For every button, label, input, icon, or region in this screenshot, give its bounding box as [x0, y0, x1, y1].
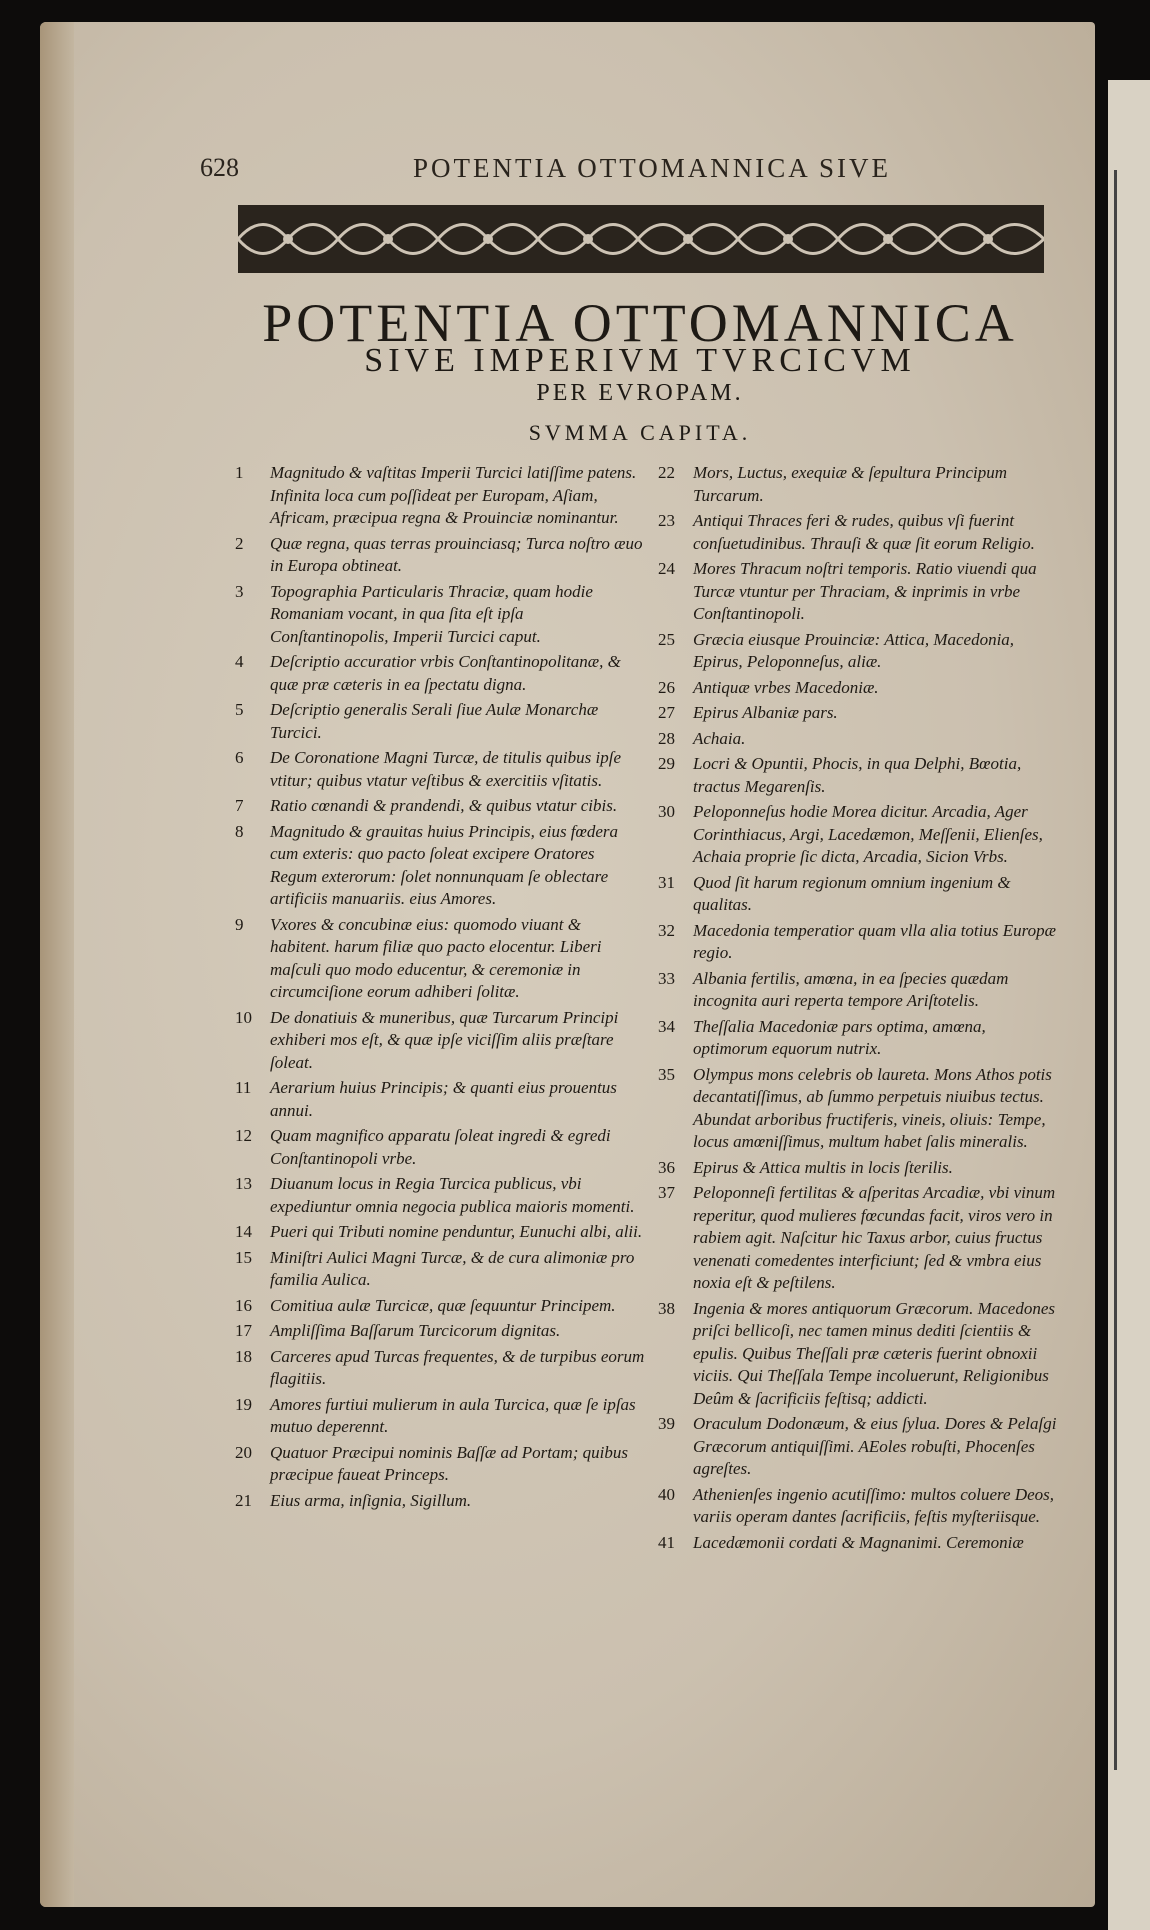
- chapter-entry: [235, 581, 645, 649]
- chapter-number: 23: [658, 511, 675, 530]
- chapter-text: Quod ſit harum regionum omnium ingenium & qualitas.: [693, 872, 1011, 914]
- chapter-entry: [235, 1125, 645, 1170]
- chapter-number: 7: [235, 796, 244, 815]
- chapter-text: Magnitudo & grauitas huius Principis, eius fœdera cum exteris: quo pacto ſoleat excipere Oratores Regum exterorum: ſolet nonnunquam ſe oblectare artificiis manuariis. eius Amores.: [270, 821, 619, 908]
- chapter-list-right: [658, 462, 1058, 1557]
- chapter-text: Achaia.: [693, 728, 746, 748]
- chapter-list-left: [235, 462, 645, 1515]
- chapter-number: 27: [658, 703, 675, 722]
- chapter-text: Deſcriptio accuratior vrbis Conſtantinopolitanæ, & quæ præ cæteris in ea ſpectatu digna.: [270, 652, 621, 694]
- chapter-entry: [658, 1064, 1058, 1154]
- chapter-number: 5: [235, 700, 244, 719]
- chapter-text: Mores Thracum noſtri temporis. Ratio viuendi qua Turcæ vtuntur per Thraciam, & inprimis in vrbe Conſtantinopoli.: [693, 559, 1037, 623]
- page-number: 628: [200, 153, 239, 182]
- chapter-entry: [658, 1532, 1058, 1555]
- chapter-number: 4: [235, 652, 244, 671]
- chapter-text: Oraculum Dodonæum, & eius ſylua. Dores & Pelaſgi Græcorum antiquiſſimi. AEoles robuſti, Phocenſes agreſtes.: [693, 1414, 1057, 1478]
- chapter-text: Theſſalia Macedoniæ pars optima, amœna, optimorum equorum nutrix.: [693, 1016, 986, 1058]
- chapter-number: 37: [658, 1183, 675, 1202]
- chapter-number: 8: [235, 821, 244, 841]
- chapter-number: 38: [658, 1298, 675, 1318]
- chapter-text: Ampliſſima Baſſarum Turcicorum dignitas.: [270, 1321, 561, 1340]
- chapter-number: 34: [658, 1016, 675, 1036]
- chapter-text: Comitiua aulæ Turcicæ, quæ ſequuntur Principem.: [270, 1295, 616, 1315]
- chapter-entry: [235, 1394, 645, 1439]
- chapter-number: 26: [658, 677, 675, 697]
- chapter-text: Carceres apud Turcas frequentes, & de turpibus eorum flagitiis.: [270, 1346, 645, 1388]
- chapter-number: 10: [235, 1007, 252, 1027]
- page-gutter: [40, 22, 74, 1907]
- chapter-text: De donatiuis & muneribus, quæ Turcarum Principi exhiberi mos eſt, & quæ ipſe viciſſim aliis præſtare ſoleat.: [270, 1007, 619, 1072]
- title-line-2: SIVE IMPERIVM TVRCICVM: [364, 342, 916, 379]
- decorative-headpiece: [238, 205, 1044, 273]
- chapter-entry: [235, 914, 645, 1004]
- chapter-text: Peloponneſus hodie Morea dicitur. Arcadia, Ager Corinthiacus, Argi, Lacedæmon, Meſſenii, Elienſes, Achaia proprie ſic dicta, Arcadia, Sicion Vrbs.: [693, 802, 1043, 866]
- chapter-entry: [658, 872, 1058, 917]
- chapter-number: 15: [235, 1247, 252, 1267]
- running-head-title: POTENTIA OTTOMANNICA SIVE: [413, 153, 891, 183]
- chapter-number: 33: [658, 968, 675, 988]
- chapter-entry: [235, 1442, 645, 1487]
- chapter-number: 36: [658, 1157, 675, 1177]
- chapter-number: 41: [658, 1532, 675, 1552]
- chapter-text: Epirus & Attica multis in locis ſterilis.: [693, 1157, 953, 1177]
- chapter-number: 12: [235, 1126, 252, 1145]
- chapter-number: 18: [235, 1346, 252, 1366]
- chapter-text: Athenienſes ingenio acutiſſimo: multos coluere Deos, variis operam dantes ſacrificiis, feſtis myſteriisque.: [693, 1484, 1055, 1526]
- chapter-text: Olympus mons celebris ob laureta. Mons Athos potis decantatiſſimus, ab ſummo perpetuis niuibus tectus. Abundat arboribus fructiferis, vineis, oliuis: Tempe, locus amœniſſimus, multum habet ſalis mineralis.: [693, 1064, 1052, 1151]
- chapter-number: 40: [658, 1484, 675, 1504]
- chapter-entry: [658, 677, 1058, 700]
- chapter-text: Antiquæ vrbes Macedoniæ.: [693, 677, 879, 697]
- chapter-entry: [658, 801, 1058, 869]
- chapter-number: 14: [235, 1222, 252, 1241]
- chapter-text: Ingenia & mores antiquorum Græcorum. Macedones priſci bellicoſi, nec tamen minus dediti ſcientiis & epulis. Quibus Theſſali præ cæteris fuerint obnoxii viciis. Qui Theſſala Tempe incoluerunt, Religionibus Deûm & ſacrificiis feſtisq; addicti.: [693, 1298, 1055, 1408]
- chapter-text: Vxores & concubinæ eius: quomodo viuant & habitent. harum filiæ quo pacto elocentur. Liberi maſculi quo modo educentur, & ceremoniæ in circumciſione eorum adhiberi ſolitæ.: [270, 914, 602, 1001]
- chapter-entry: [658, 702, 1058, 725]
- chapter-text: De Coronatione Magni Turcæ, de titulis quibus ipſe vtitur; quibus vtatur veſtibus & exercitiis vſitatis.: [270, 748, 622, 790]
- chapter-text: Miniſtri Aulici Magni Turcæ, & de cura alimoniæ pro familia Aulica.: [270, 1247, 635, 1289]
- chapter-number: 13: [235, 1174, 252, 1193]
- chapter-number: 39: [658, 1414, 675, 1433]
- adjacent-page-edge: [1108, 80, 1150, 1930]
- chapter-number: 1: [235, 463, 244, 482]
- title-line-1: POTENTIA OTTOMANNICA: [262, 293, 1018, 353]
- section-heading: SVMMA CAPITA.: [528, 420, 752, 445]
- chapter-text: Græcia eiusque Prouinciæ: Attica, Macedonia, Epirus, Peloponneſus, aliæ.: [693, 629, 1015, 671]
- chapter-number: 32: [658, 920, 675, 940]
- chapter-entry: [658, 1157, 1058, 1180]
- chapter-text: Quam magnifico apparatu ſoleat ingredi & egredi Conſtantinopoli vrbe.: [270, 1126, 611, 1168]
- title-line-3: PER EVROPAM.: [536, 380, 744, 406]
- chapter-number: 35: [658, 1064, 675, 1084]
- chapter-number: 19: [235, 1394, 252, 1414]
- chapter-entry: [235, 1221, 645, 1244]
- chapter-entry: [235, 462, 645, 530]
- chapter-entry: [235, 795, 645, 818]
- chapter-number: 6: [235, 748, 244, 767]
- chapter-entry: [235, 821, 645, 911]
- chapter-text: Epirus Albaniæ pars.: [693, 703, 838, 722]
- chapter-number: 17: [235, 1321, 252, 1340]
- chapter-text: Mors, Luctus, exequiæ & ſepultura Principum Turcarum.: [693, 463, 1008, 505]
- chapter-entry: [658, 1413, 1058, 1481]
- chapter-text: Diuanum locus in Regia Turcica publicus, vbi expediuntur omnia negocia publica maioris momenti.: [270, 1174, 635, 1216]
- chapter-text: Lacedæmonii cordati & Magnanimi. Ceremoniæ: [693, 1532, 1024, 1552]
- chapter-entry: [235, 533, 645, 578]
- chapter-text: Antiqui Thraces feri & rudes, quibus vſi fuerint conſuetudinibus. Thrauſi & quæ ſit eorum Religio.: [693, 511, 1035, 553]
- chapter-entry: [658, 1298, 1058, 1411]
- chapter-entry: [235, 1077, 645, 1122]
- chapter-entry: [235, 651, 645, 696]
- chapter-entry: [658, 920, 1058, 965]
- chapter-text: Locri & Opuntii, Phocis, in qua Delphi, Bœotia, tractus Megarenſis.: [693, 754, 1022, 796]
- chapter-entry: [658, 1016, 1058, 1061]
- chapter-number: 22: [658, 463, 675, 482]
- chapter-number: 30: [658, 802, 675, 821]
- chapter-entry: [235, 1295, 645, 1318]
- chapter-entry: [658, 753, 1058, 798]
- chapter-text: Quæ regna, quas terras prouinciasq; Turca noſtro æuo in Europa obtineat.: [270, 533, 643, 575]
- chapter-entry: [658, 1484, 1058, 1529]
- chapter-text: Magnitudo & vaſtitas Imperii Turcici latiſſime patens. Infinita loca cum poſſideat per Europam, Aſiam, Africam, præcipua regna & Prouinciæ nominantur.: [270, 463, 637, 527]
- chapter-entry: [235, 699, 645, 744]
- chapter-text: Ratio cœnandi & prandendi, & quibus vtatur cibis.: [270, 796, 618, 815]
- chapter-number: 24: [658, 559, 675, 578]
- chapter-entry: [658, 1182, 1058, 1295]
- chapter-entry: [235, 1320, 645, 1343]
- chapter-number: 20: [235, 1442, 252, 1462]
- chapter-number: 16: [235, 1295, 252, 1315]
- chapter-text: Aerarium huius Principis; & quanti eius prouentus annui.: [270, 1078, 617, 1120]
- chapter-entry: [658, 728, 1058, 751]
- chapter-text: Macedonia temperatior quam vlla alia totius Europæ regio.: [693, 920, 1056, 962]
- chapter-entry: [658, 462, 1058, 507]
- chapter-number: 25: [658, 629, 675, 649]
- chapter-number: 9: [235, 914, 244, 934]
- chapter-number: 28: [658, 728, 675, 748]
- chapter-entry: [658, 629, 1058, 674]
- chapter-text: Eius arma, inſignia, Sigillum.: [270, 1490, 472, 1510]
- chapter-text: Albania fertilis, amœna, in ea ſpecies quædam incognita auri reperta tempore Ariſtotelis.: [693, 968, 1009, 1010]
- chapter-number: 2: [235, 533, 244, 553]
- chapter-number: 31: [658, 872, 675, 892]
- chapter-entry: [235, 747, 645, 792]
- chapter-number: 3: [235, 581, 244, 601]
- chapter-number: 29: [658, 754, 675, 773]
- chapter-entry: [235, 1247, 645, 1292]
- chapter-number: 21: [235, 1490, 252, 1510]
- chapter-text: Deſcriptio generalis Serali ſiue Aulæ Monarchæ Turcici.: [270, 700, 599, 742]
- chapter-text: Peloponneſi fertilitas & aſperitas Arcadiæ, vbi vinum reperitur, quod mulieres fœcundas facit, viros vero in rabiem agit. Naſcitur hic Taxus arbor, cuius fructus venenati comedentes interficiunt; ſed & vmbra eius noxia eſt & peſtilens.: [693, 1183, 1056, 1292]
- chapter-text: Quatuor Præcipui nominis Baſſæ ad Portam; quibus præcipue faueat Princeps.: [270, 1442, 628, 1484]
- chapter-entry: [658, 510, 1058, 555]
- chapter-entry: [235, 1173, 645, 1218]
- chapter-entry: [235, 1490, 645, 1513]
- chapter-entry: [658, 968, 1058, 1013]
- chapter-entry: [235, 1007, 645, 1075]
- chapter-number: 11: [235, 1078, 252, 1097]
- chapter-text: Amores furtiui mulierum in aula Turcica, quæ ſe ipſas mutuo deperennt.: [270, 1394, 636, 1436]
- ornament-band-icon: [238, 205, 1044, 273]
- chapter-entry: [658, 558, 1058, 626]
- chapter-text: Topographia Particularis Thraciæ, quam hodie Romaniam vocant, in qua ſita eſt ipſa Conſtantinopolis, Imperii Turcici caput.: [270, 581, 593, 646]
- chapter-entry: [235, 1346, 645, 1391]
- chapter-text: Pueri qui Tributi nomine penduntur, Eunuchi albi, alii.: [270, 1222, 643, 1241]
